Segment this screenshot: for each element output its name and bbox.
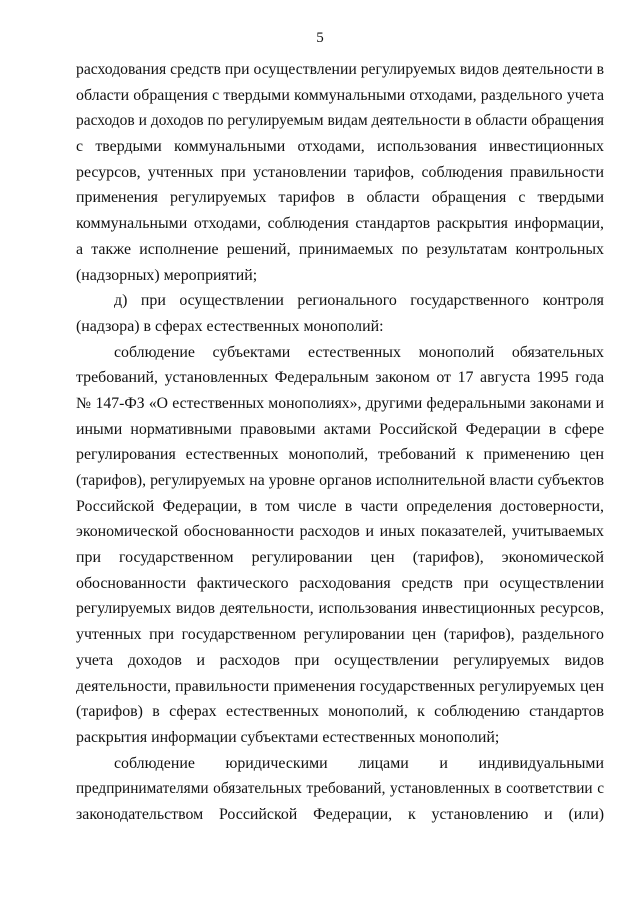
text-line: (надзора) в сферах естественных монополий: <box>76 317 384 335</box>
text-line: деятельности, правильности применения государственных регулируемых цен <box>76 677 604 695</box>
text-line: иными нормативными правовыми актами Российской Федерации в сфере <box>76 420 604 438</box>
text-line: соблюдение субъектами естественных монополий обязательных <box>114 343 604 361</box>
text-line: раскрытия информации субъектами естественных монополий; <box>76 728 500 746</box>
text-line: предпринимателями обязательных требований, установленных в соответствии с <box>76 780 604 798</box>
text-line: соблюдение юридическими лицами и индивидуальными <box>114 754 604 772</box>
text-line: (надзорных) мероприятий; <box>76 266 258 284</box>
text-line: с твердыми коммунальными отходами, использования инвестиционных <box>76 138 604 156</box>
text-line: Российской Федерации, в том числе в части определения достоверности, <box>76 497 604 515</box>
text-line: учета доходов и расходов при осуществлении регулируемых видов <box>76 651 604 669</box>
text-line: применения регулируемых тарифов в области обращения с твердыми <box>76 189 604 207</box>
text-line: расходов и доходов по регулируемым видам деятельности в области обращения <box>76 112 604 130</box>
text-line: а также исполнение решений, принимаемых по результатам контрольных <box>76 240 604 258</box>
text-line: коммунальными отходами, соблюдения стандартов раскрытия информации, <box>76 215 604 233</box>
text-line: (тарифов) в сферах естественных монополий, к соблюдению стандартов <box>76 703 604 721</box>
text-line: экономической обоснованности расходов и иных показателей, учитываемых <box>76 523 604 541</box>
text-line: (тарифов), регулируемых на уровне органов исполнительной власти субъектов <box>76 472 604 489</box>
page-number: 5 <box>316 30 324 46</box>
text-line: области обращения с твердыми коммунальными отходами, раздельного учета <box>76 86 604 104</box>
text-line: № 147-ФЗ «О естественных монополиях», другими федеральными законами и <box>76 394 604 412</box>
text-line: требований, установленных Федеральным законом от 17 августа 1995 года <box>76 369 604 387</box>
text-line: при государственном регулировании цен (тарифов), экономической <box>76 549 604 567</box>
text-line: регулируемых видов деятельности, использования инвестиционных ресурсов, <box>76 600 604 618</box>
text-line: расходования средств при осуществлении регулируемых видов деятельности в <box>76 61 604 78</box>
text-line: ресурсов, учтенных при установлении тарифов, соблюдения правильности <box>76 163 604 181</box>
text-line: обоснованности фактического расходования средств при осуществлении <box>76 574 604 592</box>
text-line: учтенных при государственном регулировании цен (тарифов), раздельного <box>76 626 604 644</box>
text-line: законодательством Российской Федерации, к установлению и (или) <box>76 805 604 823</box>
text-line: д) при осуществлении регионального государственного контроля <box>114 292 604 310</box>
document-body <box>76 57 604 828</box>
text-line: регулирования естественных монополий, требований к применению цен <box>76 446 604 464</box>
